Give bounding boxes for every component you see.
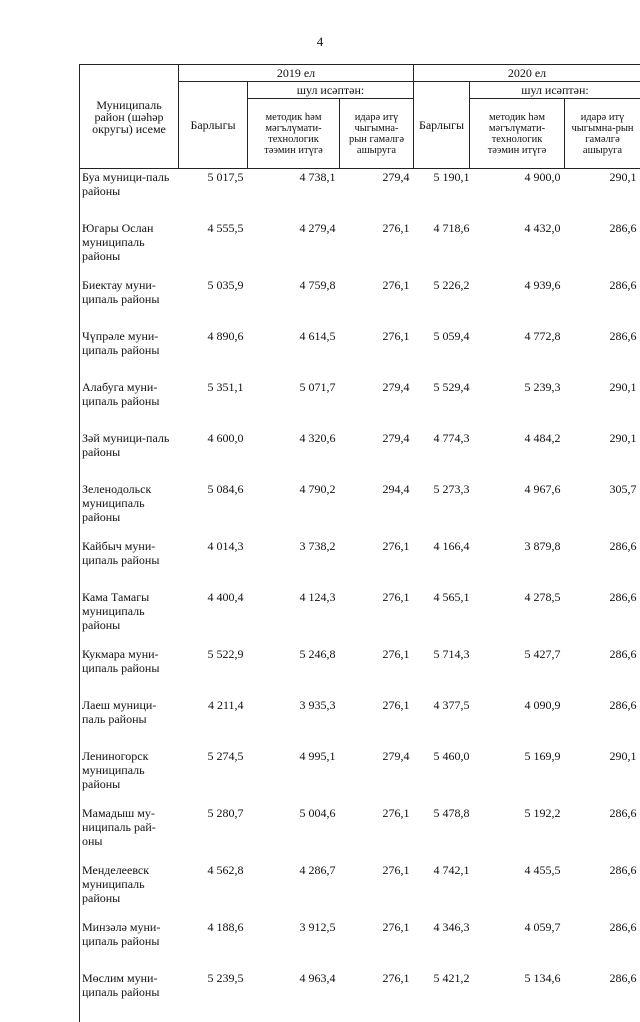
municipal-name-cell: Буа муници-паль районы: [80, 169, 179, 222]
table-row: [80, 329, 640, 380]
admin-2019-header: идарә итү чыгымна-рын гамәлгә ашыруга: [340, 99, 414, 169]
municipal-name-cell: Кама Тамагы муниципаль районы: [80, 590, 179, 647]
table-row: [80, 806, 640, 863]
table-row: [80, 590, 640, 647]
value-cell-v2019-method: 4 738,1: [248, 169, 340, 222]
value-cell-v2019-method: 4 286,7: [248, 863, 340, 920]
municipal-header: Муниципаль район (шәһәр округы) исеме: [80, 65, 179, 169]
table-row: [80, 863, 640, 920]
value-cell-v2019-total: 5 017,5: [179, 169, 248, 222]
value-cell-v2019-admin: 279,4: [340, 169, 414, 222]
value-cell-v2020-admin: 286,6: [565, 647, 640, 698]
municipal-name-cell: Мөслим муни-ципаль районы: [80, 971, 179, 1022]
value-cell-v2019-admin: 276,1: [340, 590, 414, 647]
value-cell-v2020-admin: 290,1: [565, 380, 640, 431]
value-cell-v2020-admin: 290,1: [565, 169, 640, 222]
value-cell-v2020-total: 5 059,4: [414, 329, 470, 380]
value-cell-v2020-total: 4 377,5: [414, 698, 470, 749]
value-cell-v2020-method: 5 427,7: [470, 647, 565, 698]
total-2020-header: Барлыгы: [414, 82, 470, 169]
value-cell-v2020-total: 4 565,1: [414, 590, 470, 647]
value-cell-v2019-total: 4 211,4: [179, 698, 248, 749]
value-cell-v2020-method: 4 090,9: [470, 698, 565, 749]
value-cell-v2019-total: 5 522,9: [179, 647, 248, 698]
municipal-name-cell: Лаеш муници-паль районы: [80, 698, 179, 749]
table-row: [80, 698, 640, 749]
year-2019-header: 2019 ел: [179, 65, 414, 82]
value-cell-v2020-method: 4 939,6: [470, 278, 565, 329]
page-number: 4: [0, 34, 640, 50]
value-cell-v2019-total: 4 562,8: [179, 863, 248, 920]
municipal-name-cell: Лениногорск муниципаль районы: [80, 749, 179, 806]
table-body: [80, 169, 640, 1022]
value-cell-v2020-total: 5 714,3: [414, 647, 470, 698]
municipal-name-cell: Кукмара муни-ципаль районы: [80, 647, 179, 698]
value-cell-v2020-admin: 290,1: [565, 431, 640, 482]
value-cell-v2019-total: 5 084,6: [179, 482, 248, 539]
value-cell-v2019-method: 5 071,7: [248, 380, 340, 431]
value-cell-v2019-method: 4 124,3: [248, 590, 340, 647]
budget-table: [79, 64, 640, 1022]
value-cell-v2019-total: 4 890,6: [179, 329, 248, 380]
municipal-name-cell: Кайбыч муни-ципаль районы: [80, 539, 179, 590]
value-cell-v2019-total: 4 400,4: [179, 590, 248, 647]
municipal-name-cell: Югары Ослан муниципаль районы: [80, 221, 179, 278]
value-cell-v2020-admin: 286,6: [565, 278, 640, 329]
value-cell-v2020-method: 4 278,5: [470, 590, 565, 647]
municipal-name-cell: Зеленодольск муниципаль районы: [80, 482, 179, 539]
value-cell-v2020-method: 4 772,8: [470, 329, 565, 380]
table-row: [80, 221, 640, 278]
value-cell-v2019-admin: 276,1: [340, 863, 414, 920]
value-cell-v2020-total: 5 273,3: [414, 482, 470, 539]
value-cell-v2020-admin: 286,6: [565, 863, 640, 920]
value-cell-v2020-admin: 286,6: [565, 806, 640, 863]
table-row: [80, 380, 640, 431]
value-cell-v2019-total: 5 351,1: [179, 380, 248, 431]
value-cell-v2020-admin: 286,6: [565, 590, 640, 647]
value-cell-v2020-method: 5 192,2: [470, 806, 565, 863]
value-cell-v2019-method: 5 004,6: [248, 806, 340, 863]
value-cell-v2019-method: 4 963,4: [248, 971, 340, 1022]
value-cell-v2019-total: 5 280,7: [179, 806, 248, 863]
value-cell-v2020-method: 3 879,8: [470, 539, 565, 590]
table-row: [80, 647, 640, 698]
value-cell-v2019-method: 3 912,5: [248, 920, 340, 971]
value-cell-v2020-method: 5 239,3: [470, 380, 565, 431]
including-2020-header: шул исәптән:: [470, 82, 640, 99]
including-2019-header: шул исәптән:: [248, 82, 414, 99]
value-cell-v2019-admin: 276,1: [340, 539, 414, 590]
value-cell-v2020-method: 4 432,0: [470, 221, 565, 278]
value-cell-v2020-total: 5 226,2: [414, 278, 470, 329]
value-cell-v2019-admin: 276,1: [340, 806, 414, 863]
value-cell-v2019-admin: 279,4: [340, 749, 414, 806]
value-cell-v2020-total: 4 718,6: [414, 221, 470, 278]
value-cell-v2020-admin: 286,6: [565, 539, 640, 590]
value-cell-v2019-method: 5 246,8: [248, 647, 340, 698]
value-cell-v2019-admin: 276,1: [340, 278, 414, 329]
table-row: [80, 431, 640, 482]
value-cell-v2020-total: 4 346,3: [414, 920, 470, 971]
value-cell-v2019-method: 4 790,2: [248, 482, 340, 539]
value-cell-v2020-total: 5 190,1: [414, 169, 470, 222]
table-row: [80, 539, 640, 590]
value-cell-v2020-admin: 290,1: [565, 749, 640, 806]
total-2019-header: Барлыгы: [179, 82, 248, 169]
value-cell-v2020-admin: 305,7: [565, 482, 640, 539]
value-cell-v2019-method: 4 995,1: [248, 749, 340, 806]
value-cell-v2020-total: 4 742,1: [414, 863, 470, 920]
municipal-name-cell: Мамадыш му-ниципаль рай-оны: [80, 806, 179, 863]
value-cell-v2020-total: 5 478,8: [414, 806, 470, 863]
year-2020-header: 2020 ел: [414, 65, 640, 82]
table-row: [80, 920, 640, 971]
municipal-name-cell: Чүпрәле муни-ципаль районы: [80, 329, 179, 380]
value-cell-v2019-admin: 276,1: [340, 920, 414, 971]
value-cell-v2019-admin: 276,1: [340, 221, 414, 278]
value-cell-v2020-admin: 286,6: [565, 920, 640, 971]
value-cell-v2020-method: 4 455,5: [470, 863, 565, 920]
value-cell-v2019-admin: 276,1: [340, 329, 414, 380]
value-cell-v2020-admin: 286,6: [565, 698, 640, 749]
value-cell-v2020-total: 4 166,4: [414, 539, 470, 590]
admin-2020-header: идарә итү чыгымна-рын гамәлгә ашыруга: [565, 99, 640, 169]
table-row: [80, 749, 640, 806]
value-cell-v2019-method: 4 279,4: [248, 221, 340, 278]
value-cell-v2019-admin: 294,4: [340, 482, 414, 539]
value-cell-v2019-method: 3 738,2: [248, 539, 340, 590]
value-cell-v2020-method: 4 900,0: [470, 169, 565, 222]
municipal-name-cell: Минзәлә муни-ципаль районы: [80, 920, 179, 971]
value-cell-v2020-total: 5 421,2: [414, 971, 470, 1022]
value-cell-v2019-admin: 276,1: [340, 971, 414, 1022]
value-cell-v2019-total: 5 035,9: [179, 278, 248, 329]
value-cell-v2019-admin: 276,1: [340, 647, 414, 698]
table-row: [80, 971, 640, 1022]
value-cell-v2019-total: 4 555,5: [179, 221, 248, 278]
value-cell-v2020-total: 5 529,4: [414, 380, 470, 431]
value-cell-v2019-total: 4 014,3: [179, 539, 248, 590]
value-cell-v2019-admin: 279,4: [340, 380, 414, 431]
value-cell-v2019-total: 4 188,6: [179, 920, 248, 971]
value-cell-v2019-method: 4 320,6: [248, 431, 340, 482]
municipal-name-cell: Менделеевск муниципаль районы: [80, 863, 179, 920]
municipal-name-cell: Алабуга муни-ципаль районы: [80, 380, 179, 431]
value-cell-v2020-admin: 286,6: [565, 329, 640, 380]
value-cell-v2020-total: 4 774,3: [414, 431, 470, 482]
value-cell-v2019-admin: 276,1: [340, 698, 414, 749]
value-cell-v2019-total: 4 600,0: [179, 431, 248, 482]
value-cell-v2020-method: 4 059,7: [470, 920, 565, 971]
value-cell-v2020-total: 5 460,0: [414, 749, 470, 806]
value-cell-v2020-admin: 286,6: [565, 221, 640, 278]
methodical-2019-header: методик һәм мәгълүмати-технологик тәэмин итүгә: [248, 99, 340, 169]
value-cell-v2020-method: 4 967,6: [470, 482, 565, 539]
value-cell-v2019-total: 5 239,5: [179, 971, 248, 1022]
value-cell-v2019-method: 4 614,5: [248, 329, 340, 380]
value-cell-v2020-method: 5 169,9: [470, 749, 565, 806]
municipal-name-cell: Биектау муни-ципаль районы: [80, 278, 179, 329]
value-cell-v2020-method: 4 484,2: [470, 431, 565, 482]
value-cell-v2020-admin: 286,6: [565, 971, 640, 1022]
value-cell-v2019-method: 3 935,3: [248, 698, 340, 749]
value-cell-v2019-admin: 279,4: [340, 431, 414, 482]
methodical-2020-header: методик һәм мәгълүмати-технологик тәэмин итүгә: [470, 99, 565, 169]
table-row: [80, 482, 640, 539]
value-cell-v2020-method: 5 134,6: [470, 971, 565, 1022]
table-row: [80, 278, 640, 329]
value-cell-v2019-method: 4 759,8: [248, 278, 340, 329]
municipal-name-cell: Зәй муници-паль районы: [80, 431, 179, 482]
table-row: [80, 169, 640, 222]
value-cell-v2019-total: 5 274,5: [179, 749, 248, 806]
